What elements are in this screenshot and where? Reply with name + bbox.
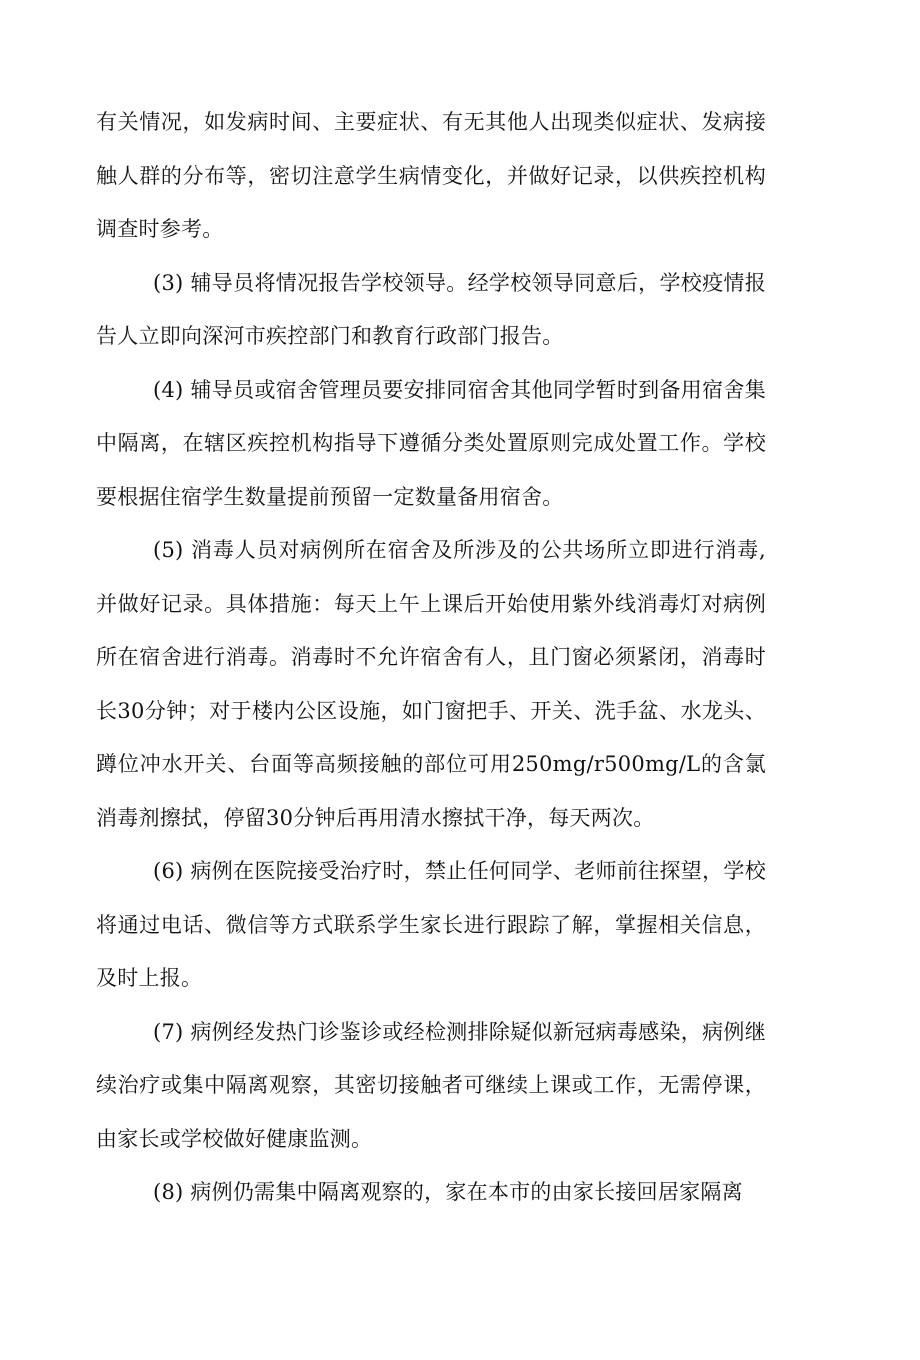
paragraph-5: (6) 病例在医院接受治疗时，禁止任何同学、老师前往探望，学校将通过电话、微信等方式联系学生家长进行跟踪了解，掌握相关信息，及时上报。 (96, 859, 766, 990)
paragraph-1: 有关情况，如发病时间、主要症状、有无其他人出现类似症状、发病接触人群的分布等，密切注意学生病情变化，并做好记录，以供疾控机构调查时参考。 (96, 110, 766, 241)
paragraph-4: (5) 消毒人员对病例所在宿舍及所涉及的公共场所立即进行消毒,并做好记录。具体措施：每天上午上课后开始使用紫外线消毒灯对病例所在宿舍进行消毒。消毒时不允许宿舍有人，且门窗必须紧闭，消毒时长30分钟；对于楼内公区设施，如门窗把手、开关、洗手盆、水龙头、蹲位冲水开关、台面等高频接触的部位可用250mg/r500mg/L的含氯消毒剂擦拭，停留30分钟后再用清水擦拭干净，每天两次。 (96, 538, 766, 830)
paragraph-7: (8) 病例仍需集中隔离观察的，家在本市的由家长接回居家隔离 (153, 1180, 743, 1204)
document-body (96, 96, 766, 1220)
paragraph-6: (7) 病例经发热门诊鉴诊或经检测排除疑似新冠病毒感染，病例继续治疗或集中隔离观察，其密切接触者可继续上课或工作，无需停课，由家长或学校做好健康监测。 (96, 1019, 766, 1151)
paragraph-2: (3) 辅导员将情况报告学校领导。经学校领导同意后，学校疫情报告人立即向深河市疾控部门和教育行政部门报告。 (96, 270, 766, 348)
paragraph-3: (4) 辅导员或宿舍管理员要安排同宿舍其他同学暂时到备用宿舍集中隔离，在辖区疾控机构指导下遵循分类处置原则完成处置工作。学校要根据住宿学生数量提前预留一定数量备用宿舍。 (96, 377, 766, 509)
